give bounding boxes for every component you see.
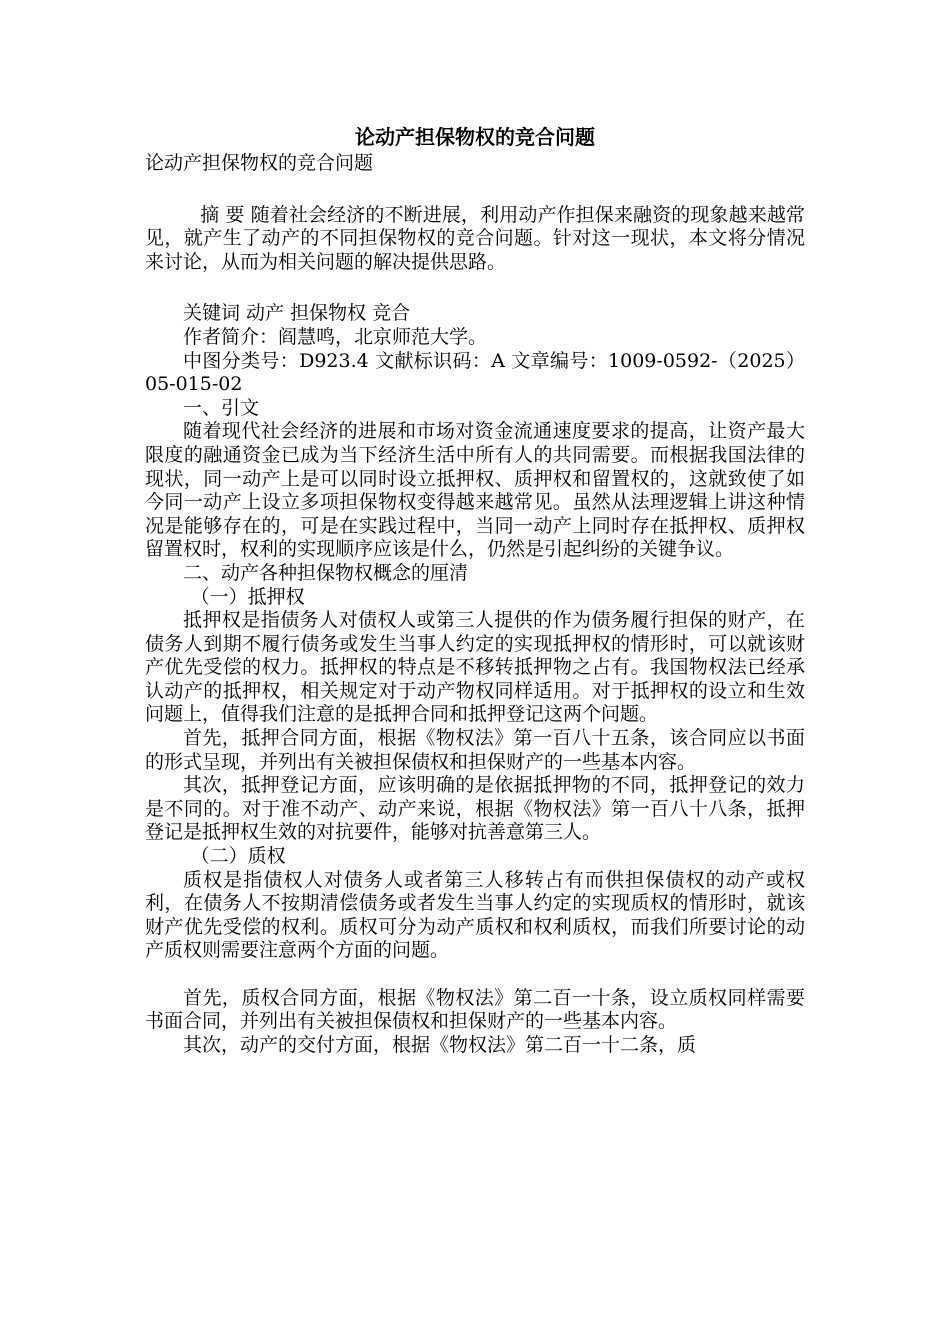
spacer [145,963,805,987]
document-page [145,122,805,1057]
body-paragraph: 首先，质权合同方面，根据《物权法》第二百一十条，设立质权同样需要书面合同，并列出有关被担保债权和担保财产的一些基本内容。 [145,986,805,1033]
body-paragraph: 首先，抵押合同方面，根据《物权法》第一百八十五条，该合同应以书面的形式呈现，并列出有关被担保债权和担保财产的一些基本内容。 [145,727,805,773]
abstract-paragraph: 摘 要 随着社会经济的不断进展，利用动产作担保来融资的现象越来越常见，就产生了动产的不同担保物权的竞合问题。针对这一现状，本文将分情况来讨论，从而为相关问题的解决提供思路。 [145,203,805,273]
section-heading: 二、动产各种担保物权概念的厘清 [183,561,469,584]
body-paragraph: 质权是指债权人对债务人或者第三人移转占有而供担保债权的动产或权利，在债务人不按期清偿债务或者发生当事人约定的实现质权的情形时，就该财产优先受偿的权利。质权可分为动产质权和权利质权，而我们所要讨论的动产质权则需要注意两个方面的问题。 [145,868,805,962]
subsection-heading: （二）质权 [190,845,286,868]
spacer [145,176,805,204]
author-line: 作者简介：阎慧鸣，北京师范大学。 [183,325,488,348]
classification-line: 中图分类号：D923.4 文献标识码：A 文章编号：1009-0592-（2025）05-015-02 [145,349,805,396]
body-paragraph: 其次，动产的交付方面，根据《物权法》第二百一十二条，质 [183,1033,697,1056]
keywords-line: 关键词 动产 担保物权 竞合 [183,302,411,325]
document-title: 论动产担保物权的竞合问题 [355,125,595,149]
body-paragraph: 抵押权是指债务人对债权人或第三人提供的作为债务履行担保的财产，在债务人到期不履行债务或发生当事人约定的实现抵押权的情形时，可以就该财产优先受偿的权力。抵押权的特点是不移转抵押物之占有。我国物权法已经承认动产的抵押权，相关规定对于动产物权同样适用。对于抵押权的设立和生效问题上，值得我们注意的是抵押合同和抵押登记这两个问题。 [145,609,805,726]
spacer [145,274,805,302]
document-subtitle: 论动产担保物权的竞合问题 [145,152,374,174]
body-paragraph: 其次，抵押登记方面，应该明确的是依据抵押物的不同，抵押登记的效力是不同的。对于准不动产、动产来说，根据《物权法》第一百八十八条，抵押登记是抵押权生效的对抗要件，能够对抗善意第三人。 [145,774,805,844]
body-paragraph: 随着现代社会经济的进展和市场对资金流通速度要求的提高，让资产最大限度的融通资金已成为当下经济生活中所有人的共同需要。而根据我国法律的现状，同一动产上是可以同时设立抵押权、质押权和留置权的，这就致使了如今同一动产上设立多项担保物权变得越来越常见。虽然从法理逻辑上讲这种情况是能够存在的，可是在实践过程中，当同一动产上同时存在抵押权、质押权留置权时，权利的实现顺序应该是什么，仍然是引起纠纷的关键争议。 [145,420,805,561]
subsection-heading: （一）抵押权 [190,585,305,608]
section-heading: 一、引文 [183,396,260,419]
